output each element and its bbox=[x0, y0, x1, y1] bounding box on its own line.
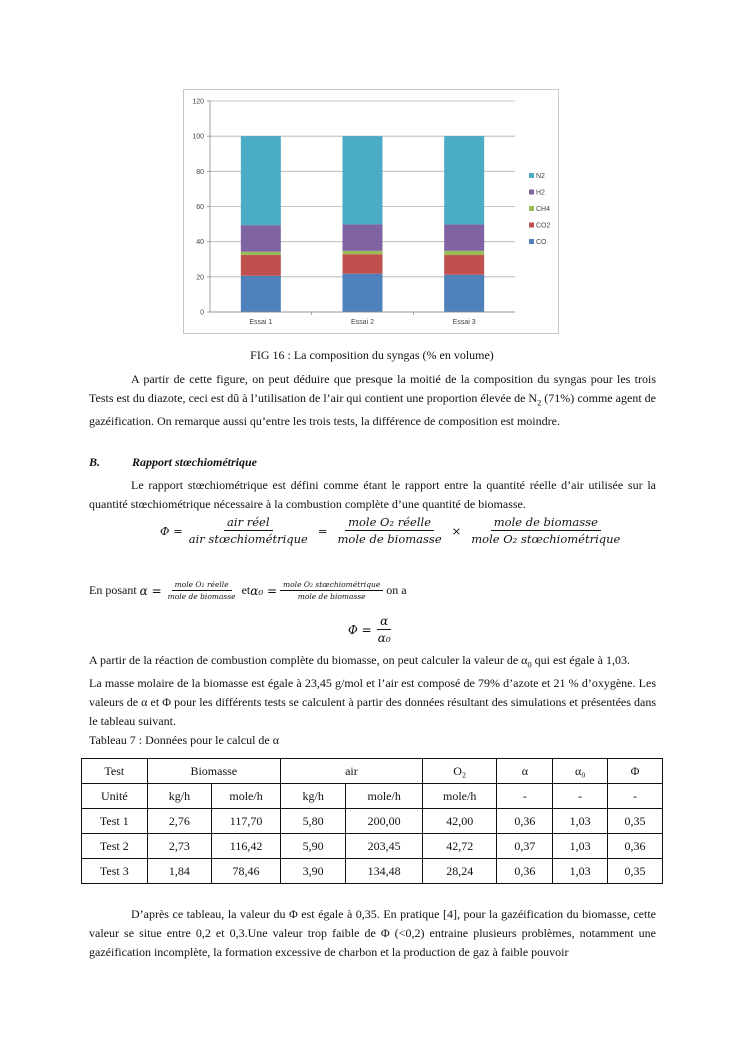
fraction bbox=[468, 515, 623, 546]
table-cell: 1,03 bbox=[553, 809, 608, 834]
paragraph-text: D’après ce tableau, la valeur du Φ est égale à 0,35. En pratique [4], pour la gazéification du biomasse, cette valeur se situe entre 0,2 et 0,3.Une valeur trop faible de Φ (<0,2) entraine plusieurs problèmes, notamment une gazéification incomplète, la formation excessive de charbon et la production de gaz à faible pouvoir bbox=[89, 907, 656, 959]
table-cell: kg/h bbox=[147, 784, 212, 809]
denominator: mole de biomasse bbox=[337, 532, 442, 546]
figure-caption: FIG 16 : La composition du syngas (% en volume) bbox=[250, 348, 494, 362]
bar-segment-ch4 bbox=[241, 252, 281, 255]
table-cell: mole/h bbox=[212, 784, 281, 809]
legend-swatch bbox=[529, 173, 534, 178]
denominator: mole de biomasse bbox=[297, 592, 366, 601]
table-cell: 0,36 bbox=[608, 834, 663, 859]
fraction bbox=[186, 515, 311, 546]
paragraph-text: La masse molaire de la biomasse est égale à 23,45 g/mol et l’air est composé de 79% d’azote et 21 % d’oxygène. Les valeurs de α et Φ pour les différents tests se calculent à partir des données résultant des simulations et présentées dans le tableau suivant. bbox=[89, 676, 656, 728]
alpha0-symbol: α₀ = bbox=[250, 583, 278, 598]
paragraph-text: (71%) comme agent de gazéification. On remarque aussi qu’entre les trois tests, la différence de composition est moindre. bbox=[89, 391, 656, 429]
table-cell: 0,35 bbox=[608, 859, 663, 884]
table-cell: 42,72 bbox=[422, 834, 497, 859]
bar-segment-n2 bbox=[444, 136, 484, 224]
denominator: α₀ bbox=[377, 631, 391, 645]
table-cell: mole/h bbox=[346, 784, 423, 809]
paragraph-molar-mass bbox=[89, 674, 656, 731]
numerator: mole O₂ réelle bbox=[345, 515, 434, 531]
paragraph-alpha0 bbox=[89, 651, 656, 674]
numerator: mole O₂ réelle bbox=[172, 580, 232, 591]
section-title: Rapport stœchiométrique bbox=[132, 455, 258, 469]
denominator: mole O₂ stœchiométrique bbox=[471, 532, 621, 546]
numerator: α bbox=[377, 614, 391, 630]
table-cell: 0,36 bbox=[497, 809, 553, 834]
fraction bbox=[165, 580, 239, 601]
table-cell: 5,90 bbox=[280, 834, 345, 859]
table-cell: 1,84 bbox=[147, 859, 212, 884]
table-cell: 28,24 bbox=[422, 859, 497, 884]
equals-sign: = bbox=[317, 523, 328, 538]
y-tick-label: 100 bbox=[192, 133, 204, 141]
paragraph-text: qui est égale à 1,03. bbox=[531, 653, 630, 667]
equation-phi-definition bbox=[160, 515, 626, 546]
table-cell: mole/h bbox=[422, 784, 497, 809]
legend-swatch bbox=[529, 190, 534, 195]
table-cell: Test 1 bbox=[82, 809, 148, 834]
x-tick-label: Essai 2 bbox=[351, 319, 374, 326]
y-tick-label: 60 bbox=[196, 204, 204, 211]
legend-swatch bbox=[529, 239, 534, 244]
table-cell: α bbox=[497, 759, 553, 784]
table-cell: Test 3 bbox=[82, 859, 148, 884]
subscript: 0 bbox=[527, 660, 532, 670]
equation-lhs: Φ = bbox=[348, 622, 372, 637]
bar-segment-co bbox=[444, 275, 484, 312]
bar-segment-ch4 bbox=[444, 251, 484, 255]
bar-segment-h2 bbox=[343, 224, 383, 250]
table-cell: 1,03 bbox=[553, 859, 608, 884]
section-number: B. bbox=[89, 455, 101, 469]
x-tick-label: Essai 3 bbox=[452, 319, 476, 326]
table-cell: Φ bbox=[608, 759, 663, 784]
table-row bbox=[82, 809, 663, 834]
table-cell: 0,36 bbox=[497, 859, 553, 884]
bar-segment-co bbox=[241, 276, 281, 312]
table-cell: - bbox=[608, 784, 663, 809]
table-cell: Biomasse bbox=[147, 759, 280, 784]
paragraph-text: A partir de la réaction de combustion complète du biomasse, on peut calculer la valeur de α bbox=[89, 653, 528, 667]
y-tick-label: 0 bbox=[200, 309, 204, 317]
paragraph-figure-analysis bbox=[89, 370, 656, 431]
stacked-bar-chart bbox=[183, 89, 559, 334]
fraction bbox=[335, 515, 445, 546]
legend-label: N2 bbox=[536, 173, 545, 180]
table-cell: 5,80 bbox=[280, 809, 345, 834]
table-units-row bbox=[82, 784, 663, 809]
table-cell: Test 2 bbox=[82, 834, 148, 859]
bar-segment-h2 bbox=[241, 225, 281, 252]
numerator: air réel bbox=[224, 515, 272, 531]
table-cell: Unité bbox=[82, 784, 148, 809]
text: et bbox=[241, 583, 251, 597]
table-cell: α₀ bbox=[553, 759, 608, 784]
table-header-row bbox=[82, 759, 663, 784]
table-cell: Test bbox=[82, 759, 148, 784]
table-cell: 116,42 bbox=[212, 834, 281, 859]
bar-segment-co bbox=[343, 274, 383, 312]
legend-label: CO2 bbox=[536, 222, 551, 230]
y-tick-label: 120 bbox=[192, 98, 204, 106]
fraction bbox=[375, 614, 394, 645]
data-table bbox=[81, 758, 663, 884]
bar-segment-co2 bbox=[444, 255, 484, 275]
equation-phi-ratio bbox=[348, 614, 397, 645]
bar-segment-ch4 bbox=[343, 251, 383, 255]
table-cell: 42,00 bbox=[422, 809, 497, 834]
table-cell: 0,35 bbox=[608, 809, 663, 834]
numerator: mole de biomasse bbox=[491, 515, 601, 531]
y-tick-label: 20 bbox=[196, 274, 204, 282]
table-cell: 203,45 bbox=[346, 834, 423, 859]
bar-segment-n2 bbox=[241, 136, 281, 225]
paragraph-text: Le rapport stœchiométrique est défini comme étant le rapport entre la quantité réelle d’air utilisée sur la quantité stœchiométrique nécessaire à la combustion complète d’une quantité de biomasse. bbox=[89, 478, 656, 511]
paragraph-definition bbox=[89, 476, 656, 514]
table-cell: 3,90 bbox=[280, 859, 345, 884]
bar-segment-n2 bbox=[343, 136, 383, 224]
table-cell: - bbox=[497, 784, 553, 809]
legend-label: H2 bbox=[536, 189, 545, 197]
table-row bbox=[82, 859, 663, 884]
table-cell: 1,03 bbox=[553, 834, 608, 859]
legend-swatch bbox=[529, 206, 534, 211]
paragraph-conclusion bbox=[89, 905, 656, 962]
table-cell: 0,37 bbox=[497, 834, 553, 859]
denominator: air stœchiométrique bbox=[188, 532, 308, 546]
text: En posant bbox=[89, 583, 137, 597]
table-caption: Tableau 7 : Données pour le calcul de α bbox=[89, 733, 280, 747]
subscript: 2 bbox=[537, 398, 542, 408]
legend-swatch bbox=[529, 223, 534, 228]
table-cell: 2,73 bbox=[147, 834, 212, 859]
equation-lhs: Φ = bbox=[160, 523, 183, 538]
table-cell: 200,00 bbox=[346, 809, 423, 834]
y-tick-label: 40 bbox=[196, 239, 204, 247]
bar-segment-h2 bbox=[444, 224, 484, 250]
fraction bbox=[280, 580, 383, 601]
table-cell: - bbox=[553, 784, 608, 809]
numerator: mole O₂ stœchiométrique bbox=[280, 580, 383, 591]
table-cell: kg/h bbox=[280, 784, 345, 809]
table-cell: air bbox=[280, 759, 422, 784]
alpha-symbol: α = bbox=[139, 583, 162, 598]
legend-label: CO bbox=[536, 239, 547, 246]
x-tick-label: Essai 1 bbox=[249, 319, 273, 326]
table-cell: 134,48 bbox=[346, 859, 423, 884]
legend-label: CH4 bbox=[536, 206, 551, 213]
times-sign: × bbox=[451, 523, 462, 538]
table-row bbox=[82, 834, 663, 859]
bar-segment-co2 bbox=[241, 255, 281, 276]
bar-segment-co2 bbox=[343, 254, 383, 273]
equation-alpha-definitions bbox=[89, 580, 407, 601]
table-cell: 78,46 bbox=[212, 859, 281, 884]
table-cell: O₂ bbox=[422, 759, 497, 784]
section-heading bbox=[89, 455, 257, 470]
denominator: mole de biomasse bbox=[167, 592, 236, 601]
text: on a bbox=[386, 583, 407, 597]
table-cell: 2,76 bbox=[147, 809, 212, 834]
y-tick-label: 80 bbox=[196, 168, 204, 176]
table-cell: 117,70 bbox=[212, 809, 281, 834]
paragraph-text: A partir de cette figure, on peut déduire que presque la moitié de la composition du syngas pour les trois Tests est du diazote, ceci est dû à l’utilisation de l’air qui contient une proportion élevée de N bbox=[89, 372, 656, 405]
